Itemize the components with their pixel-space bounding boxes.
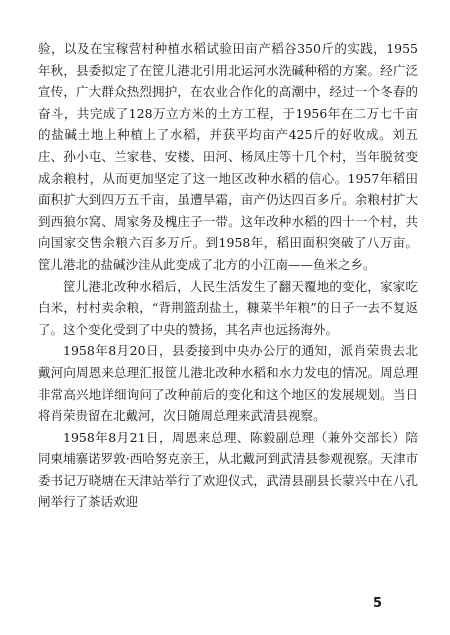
paragraph-1: 验，以及在宝稼营村种植水稻试验田亩产稻谷350斤的实践，1955年秋，县委拟定了在筐儿港北引用北运河水洗碱种稻的方案。经广泛宣传，广大群众热烈拥护，在农业合作化的高潮中，经过一个冬春的奋斗，共完成了128万立方米的土方工程，于1956年在二万七千亩的盐碱土地上种植上了水稻，并获平均亩产425斤的好收成。刘五庄、孙小屯、兰家巷、安楼、田河、杨凤庄等十几个村，当年脱贫变成余粮村，从而更加坚定了这一地区改种水稻的信心。1957年稻田面积扩大到四万五千亩，虽遭旱霜，亩产仍达四百多斤。余粮村扩大到西狼尔窝、周家务及槐庄子一带。这年改种水稻的四十一个村，共向国家交售余粮六百多万斤。到1958年，稻田面积突破了八万亩。筐儿港北的盐碱沙洼从此变成了北方的小江南——鱼米之乡。 xyxy=(38,41,418,272)
page-number: 5 xyxy=(373,596,383,611)
body-text xyxy=(38,38,418,513)
paragraph-4: 1958年8月21日，周恩来总理、陈毅副总理（兼外交部长）陪同柬埔寨诺罗敦·西哈努克亲王，从北戴河到武清县参观视察。天津市委书记万晓塘在天津站举行了欢迎仪式，武清县副县长蒙兴中在八孔闸举行了茶话欢迎 xyxy=(38,429,418,510)
paragraph-2: 筐儿港北改种水稻后，人民生活发生了翻天覆地的变化，家家吃白米，村村卖余粮，“背荆篮刮盐土，糠菜半年粮”的日子一去不复返了。这个变化受到了中央的赞扬，其名声也远扬海外。 xyxy=(38,278,418,337)
paragraph-3: 1958年8月20日，县委接到中央办公厅的通知，派肖荣贵去北戴河向周恩来总理汇报筐儿港北改种水稻和水力发电的情况。周总理非常高兴地详细询问了改种前后的变化和这个地区的发展规划。当日将肖荣贵留在北戴河，次日随周总理来武清县视察。 xyxy=(38,343,418,424)
